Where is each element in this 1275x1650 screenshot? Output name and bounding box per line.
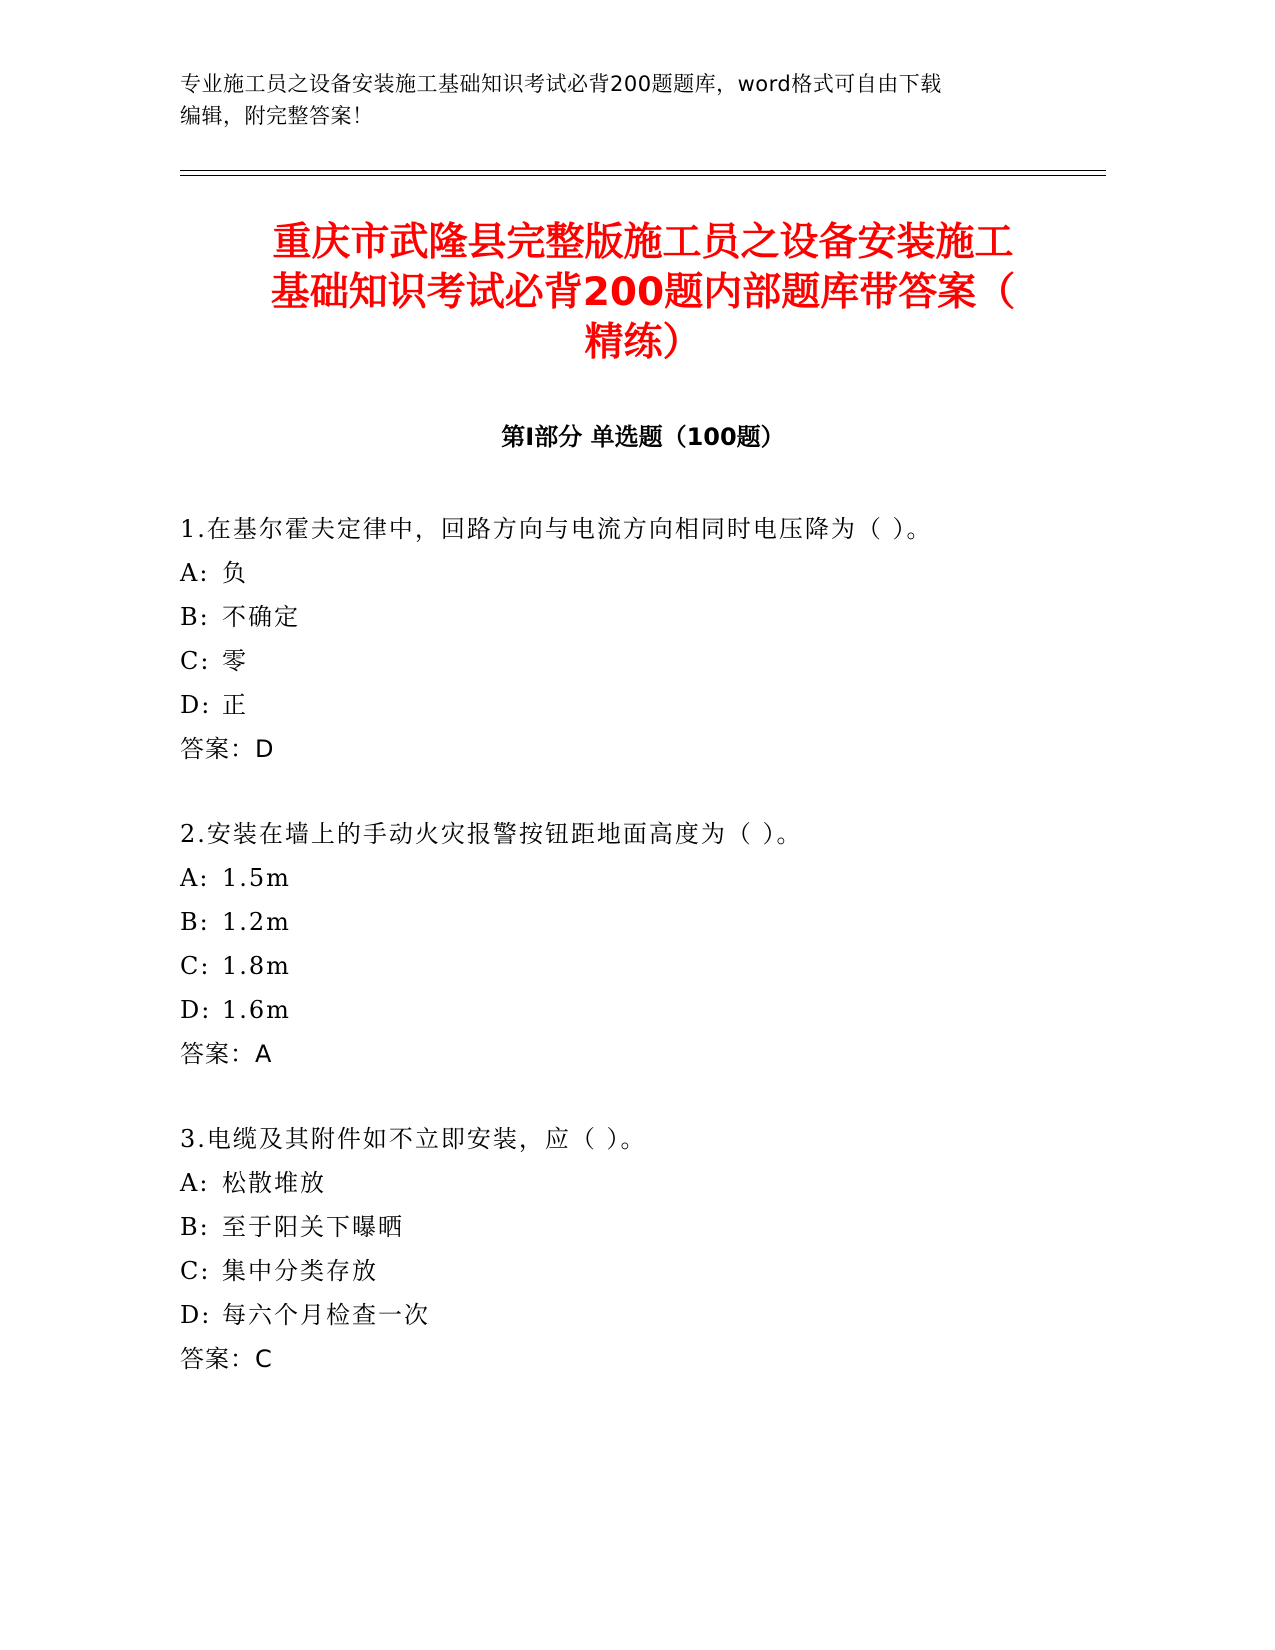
question-stem: 3.电缆及其附件如不立即安装，应（ ）。: [180, 1125, 647, 1153]
option-d: [180, 988, 1106, 1032]
header-note: [180, 68, 1060, 132]
option-text: 1.2m: [222, 908, 291, 936]
answer: 答案：C: [180, 1345, 273, 1373]
option-key: A:: [180, 559, 210, 587]
option-d: [180, 1293, 1106, 1337]
option-text: 松散堆放: [222, 1169, 326, 1197]
option-b: [180, 1205, 1106, 1249]
option-c: [180, 1249, 1106, 1293]
answer: 答案：A: [180, 1040, 273, 1068]
document-title-line-3: 精练）: [584, 320, 702, 365]
option-a: [180, 1161, 1106, 1205]
header-divider-top: [180, 170, 1106, 171]
option-key: A:: [180, 1169, 210, 1197]
option-key: C:: [180, 952, 211, 980]
option-key: D:: [180, 691, 212, 719]
option-text: 零: [222, 647, 248, 675]
option-key: A:: [180, 864, 210, 892]
section-title: 第I部分 单选题（100题）: [501, 423, 785, 451]
option-key: B:: [180, 908, 210, 936]
option-b: [180, 595, 1106, 639]
header-note-line-1: 专业施工员之设备安装施工基础知识考试必背200题题库，word格式可自由下载: [180, 72, 942, 96]
option-text: 至于阳关下曝晒: [222, 1213, 404, 1241]
option-key: B:: [180, 1213, 210, 1241]
option-a: [180, 551, 1106, 595]
document-title-line-2: 基础知识考试必背200题内部题库带答案（: [270, 270, 1016, 315]
header-note-line-2: 编辑，附完整答案！: [180, 104, 374, 128]
question-stem: 1.在基尔霍夫定律中，回路方向与电流方向相同时电压降为（ ）。: [180, 515, 933, 543]
option-key: D:: [180, 1301, 212, 1329]
document-title: [180, 218, 1106, 368]
question-stem: 2.安装在墙上的手动火灾报警按钮距地面高度为（ ）。: [180, 820, 803, 848]
option-text: 集中分类存放: [222, 1257, 378, 1285]
option-c: [180, 639, 1106, 683]
option-text: 1.5m: [222, 864, 291, 892]
option-key: D:: [180, 996, 212, 1024]
question-1: [180, 507, 1106, 771]
option-text: 1.8m: [222, 952, 291, 980]
option-c: [180, 944, 1106, 988]
question-2: [180, 812, 1106, 1076]
header-divider-bottom: [180, 175, 1106, 176]
option-text: 负: [222, 559, 248, 587]
document-title-line-1: 重庆市武隆县完整版施工员之设备安装施工: [272, 220, 1014, 265]
option-text: 每六个月检查一次: [222, 1301, 430, 1329]
option-d: [180, 683, 1106, 727]
option-key: C:: [180, 647, 211, 675]
option-key: C:: [180, 1257, 211, 1285]
answer: 答案：D: [180, 735, 275, 763]
option-key: B:: [180, 603, 210, 631]
option-text: 不确定: [222, 603, 300, 631]
option-b: [180, 900, 1106, 944]
question-3: [180, 1117, 1106, 1381]
option-text: 1.6m: [222, 996, 291, 1024]
option-text: 正: [222, 691, 248, 719]
option-a: [180, 856, 1106, 900]
